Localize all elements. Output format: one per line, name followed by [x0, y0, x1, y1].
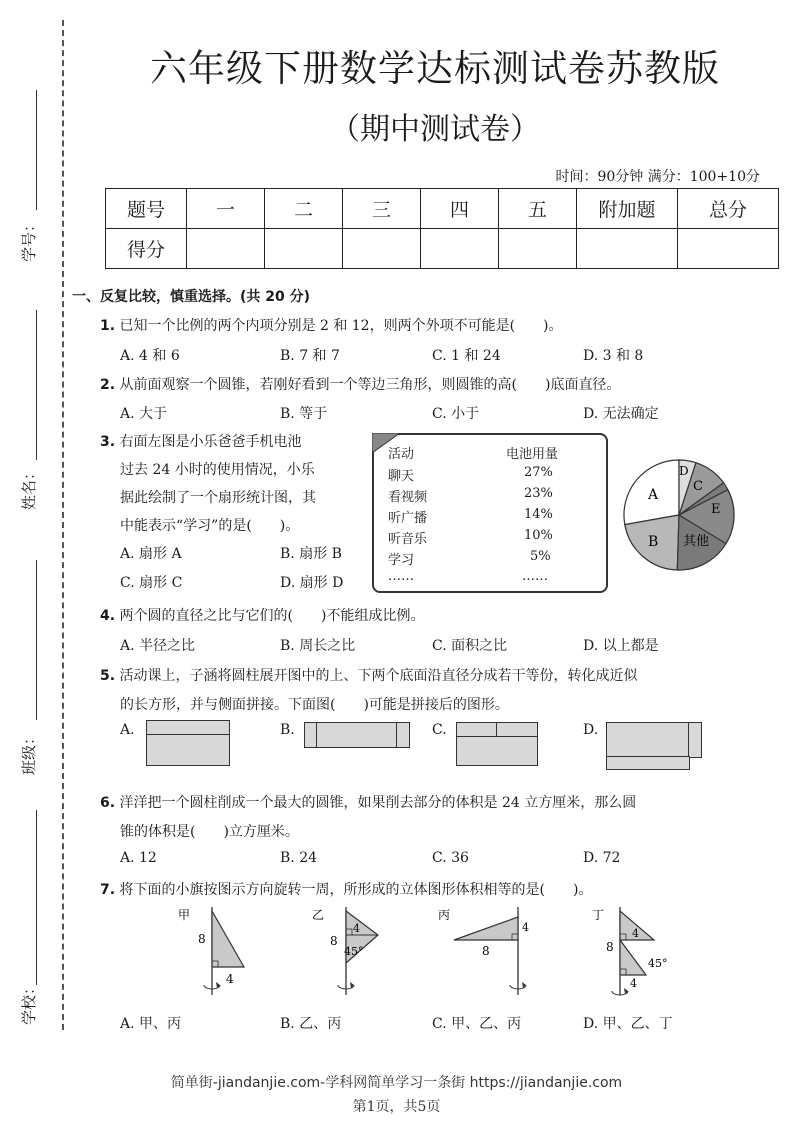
- flag-yi-label-8: 8: [330, 934, 338, 948]
- score-header-cell: 一: [187, 189, 265, 229]
- question-number: 3.: [100, 434, 116, 450]
- q2-option-a[interactable]: A. 大于: [120, 406, 168, 422]
- question-text-line: 右面左图是小乐爸爸手机电池: [119, 434, 302, 450]
- pie-label-d: D: [679, 464, 689, 478]
- score-table: [105, 188, 779, 269]
- q1-option-d[interactable]: D. 3 和 8: [583, 348, 644, 364]
- q1-option-b[interactable]: B. 7 和 7: [280, 348, 340, 364]
- q3-option-c[interactable]: C. 扇形 C: [120, 575, 183, 591]
- class-label: 班级：: [20, 729, 38, 775]
- score-cell[interactable]: [187, 229, 265, 269]
- q3-option-a[interactable]: A. 扇形 A: [120, 546, 182, 562]
- q5-b-divider: [316, 722, 317, 747]
- q5-d-side-strip: [688, 722, 702, 758]
- flag-name-jia: 甲: [178, 908, 191, 922]
- flag-name-yi: 乙: [312, 908, 325, 922]
- question-5: [100, 665, 638, 685]
- card-usage: 23%: [524, 486, 553, 501]
- flag-name-ding: 丁: [592, 908, 605, 922]
- card-activity: 学习: [388, 553, 415, 568]
- q6-option-b[interactable]: B. 24: [280, 850, 318, 866]
- q5-option-d[interactable]: D.: [583, 722, 599, 738]
- question-text: 已知一个比例的两个内项分别是 2 和 12，则两个外项不可能是( )。: [119, 318, 563, 334]
- question-text-line: 洋洋把一个圆柱削成一个最大的圆锥，如果削去部分的体积是 24 立方厘米，那么圆: [119, 795, 637, 811]
- q5-c-divider: [496, 722, 497, 736]
- card-activity: 听音乐: [388, 532, 428, 547]
- q6-option-d[interactable]: D. 72: [583, 850, 621, 866]
- q7-option-c[interactable]: C. 甲、乙、丙: [432, 1016, 522, 1032]
- binding-dashed-line: [62, 20, 64, 1030]
- question-number: 2.: [100, 377, 116, 393]
- q6-option-a[interactable]: A. 12: [120, 850, 157, 866]
- q3-option-d[interactable]: D. 扇形 D: [280, 575, 344, 591]
- q4-option-d[interactable]: D. 以上都是: [583, 638, 659, 654]
- question-text: 两个圆的直径之比与它们的( )不能组成比例。: [119, 608, 425, 624]
- question-text-line: 活动课上，子涵将圆柱展开图中的上、下两个底面沿直径分成若干等份，转化成近似: [119, 668, 638, 684]
- question-text: 从前面观察一个圆锥，若刚好看到一个等边三角形，则圆锥的高( )底面直径。: [119, 377, 621, 393]
- q3-option-b[interactable]: B. 扇形 B: [280, 546, 342, 562]
- battery-pie-chart: [620, 458, 740, 578]
- q5-option-c[interactable]: C.: [432, 722, 447, 738]
- question-text-line: 中能表示“学习”的是( )。: [120, 518, 300, 534]
- q2-option-d[interactable]: D. 无法确定: [583, 406, 659, 422]
- flag-yi-figure: [306, 905, 396, 1005]
- q5-c-body: [456, 736, 538, 766]
- card-activity: 听广播: [388, 511, 428, 526]
- q7-option-b[interactable]: B. 乙、丙: [280, 1016, 342, 1032]
- question-1: [100, 315, 563, 335]
- question-4: [100, 605, 424, 625]
- question-number: 7.: [100, 882, 116, 898]
- score-table-header-row: [106, 189, 779, 229]
- q4-option-c[interactable]: C. 面积之比: [432, 638, 508, 654]
- card-usage: 14%: [524, 507, 553, 522]
- section-1-title: 一、反复比较，慎重选择。(共 20 分): [72, 289, 311, 305]
- q5-b-body: [304, 722, 410, 748]
- flag-ding-figure: [590, 905, 690, 1005]
- question-number: 6.: [100, 795, 116, 811]
- card-usage: 5%: [530, 549, 551, 564]
- name-line: [36, 310, 37, 460]
- student-id-line: [36, 90, 37, 210]
- pie-label-c: C: [693, 479, 703, 494]
- score-header-cell: 二: [265, 189, 343, 229]
- pie-label-a: A: [648, 487, 659, 503]
- card-usage: ……: [522, 569, 548, 584]
- q2-option-c[interactable]: C. 小于: [432, 406, 480, 422]
- score-header-cell: 四: [421, 189, 499, 229]
- card-col-usage: 电池用量: [506, 447, 559, 462]
- q7-option-d[interactable]: D. 甲、乙、丁: [583, 1016, 673, 1032]
- question-7: [100, 879, 592, 899]
- question-text-line: 锥的体积是( )立方厘米。: [120, 824, 299, 840]
- score-header-cell: 题号: [106, 189, 187, 229]
- question-text: 将下面的小旗按图示方向旋转一周，所形成的立体图形体积相等的是( )。: [119, 882, 593, 898]
- card-usage: 10%: [524, 528, 553, 543]
- card-activity: 聊天: [388, 469, 415, 484]
- score-header-cell: 附加题: [577, 189, 678, 229]
- question-text-line: 的长方形，并与侧面拼接。下面图( )可能是拼接后的图形。: [120, 697, 509, 713]
- score-row-label: 得分: [106, 229, 187, 269]
- q1-option-c[interactable]: C. 1 和 24: [432, 348, 501, 364]
- school-label: 学校：: [20, 979, 38, 1025]
- question-text-line: 过去 24 小时的使用情况，小乐: [120, 462, 315, 478]
- name-label: 姓名：: [20, 464, 38, 510]
- question-number: 4.: [100, 608, 116, 624]
- pie-label-e: E: [711, 502, 721, 517]
- school-line: [36, 810, 37, 985]
- q5-b-divider: [396, 722, 397, 747]
- flag-bing-figure: [436, 905, 536, 1005]
- question-2: [100, 374, 620, 394]
- q4-option-b[interactable]: B. 周长之比: [280, 638, 356, 654]
- pie-label-other: 其他: [683, 534, 710, 549]
- question-6: [100, 792, 636, 812]
- score-header-cell: 三: [343, 189, 421, 229]
- q7-option-a[interactable]: A. 甲、丙: [120, 1016, 182, 1032]
- battery-usage-card: [372, 433, 608, 593]
- flag-bing-label-8: 8: [482, 944, 490, 958]
- flag-name-bing: 丙: [438, 908, 451, 922]
- q5-option-a[interactable]: A.: [120, 722, 135, 738]
- q5-option-b[interactable]: B.: [280, 722, 295, 738]
- score-cell[interactable]: [343, 229, 421, 269]
- student-id-label: 学号：: [20, 216, 38, 262]
- card-activity: 看视频: [388, 490, 428, 505]
- q4-option-a[interactable]: A. 半径之比: [120, 638, 196, 654]
- flag-yi-label-45: 45°: [344, 945, 364, 958]
- card-usage: 27%: [524, 465, 553, 480]
- page-subtitle: （期中测试卷）: [330, 112, 540, 147]
- card-activity: ……: [388, 569, 414, 584]
- class-line: [36, 560, 37, 720]
- pie-label-b: B: [648, 534, 659, 550]
- exam-meta: 时间：90分钟 满分：100+10分: [555, 169, 760, 185]
- score-cell[interactable]: [265, 229, 343, 269]
- flag-jia-label-8: 8: [198, 932, 206, 946]
- question-number: 1.: [100, 318, 116, 334]
- q2-option-b[interactable]: B. 等于: [280, 406, 328, 422]
- footer-page-number: 第1页，共5页: [352, 1099, 441, 1115]
- flag-ding-label-4-top: 4: [632, 927, 639, 940]
- flag-yi-label-4: 4: [353, 922, 360, 935]
- flag-ding-label-4-bottom: 4: [630, 977, 637, 990]
- score-header-cell: 五: [499, 189, 577, 229]
- score-cell[interactable]: [678, 229, 779, 269]
- flag-ding-label-8: 8: [606, 940, 614, 954]
- score-cell[interactable]: [577, 229, 678, 269]
- question-3: [100, 431, 302, 451]
- score-header-cell: 总分: [678, 189, 779, 229]
- score-table-score-row: [106, 229, 779, 269]
- q5-d-body: [606, 722, 690, 758]
- q5-a-body: [146, 734, 230, 766]
- footer-watermark: 简单街-jiandanjie.com-学科网简单学习一条街 https://jiandanjie.com: [170, 1075, 623, 1091]
- flag-bing-label-4: 4: [522, 921, 529, 934]
- question-text-line: 据此绘制了一个扇形统计图，其: [120, 490, 316, 506]
- q5-d-bottom-strip: [606, 756, 690, 770]
- question-number: 5.: [100, 668, 116, 684]
- flag-jia-label-4: 4: [226, 972, 234, 986]
- score-cell[interactable]: [421, 229, 499, 269]
- flag-ding-label-45: 45°: [648, 957, 668, 970]
- q1-option-a[interactable]: A. 4 和 6: [120, 348, 180, 364]
- flag-jia-figure: [170, 905, 260, 1005]
- page-title: 六年级下册数学达标测试卷苏教版: [150, 47, 720, 90]
- card-col-activity: 活动: [388, 447, 415, 462]
- q6-option-c[interactable]: C. 36: [432, 850, 469, 866]
- score-cell[interactable]: [499, 229, 577, 269]
